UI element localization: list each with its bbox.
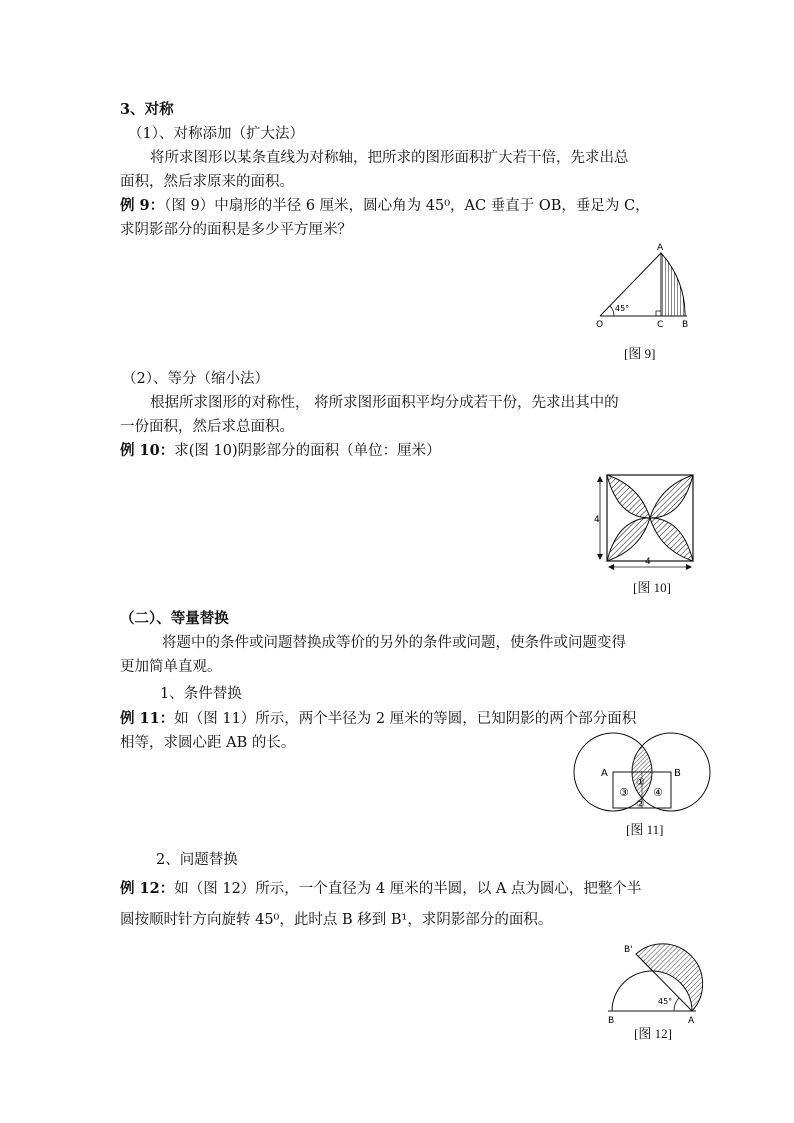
point-o: O (596, 320, 604, 330)
subsection-heading: （2）、等分（缩小法） (122, 371, 269, 387)
section-title: 3、对称 (120, 101, 174, 118)
example-12-line (120, 880, 641, 898)
figure-12 (600, 935, 705, 1025)
point-b: B (682, 320, 689, 330)
example-text: 求(图 10)阴影部分的面积（单位：厘米） (174, 443, 441, 459)
point-b: B (674, 768, 681, 779)
figure-11-caption: [图 11] (626, 822, 664, 837)
paragraph-line: 一份面积，然后求总面积。 (120, 419, 294, 435)
paragraph-line: 根据所求图形的对称性， 将所求图形面积平均分成若干份，先求出其中的 (150, 395, 619, 411)
angle-label: 45° (615, 304, 630, 313)
petal-bottom-right (650, 518, 693, 561)
point-a: A (657, 243, 664, 253)
region-2: ② (636, 799, 645, 810)
figure-10-caption: [图 10] (633, 580, 671, 595)
angle-label: 45° (658, 997, 673, 1006)
line-oa (600, 253, 661, 316)
example-9-line (120, 197, 650, 215)
example-11-line (120, 710, 636, 728)
figure-9-caption: [图 9] (624, 346, 656, 361)
section-title: （二）、等量替换 (120, 610, 229, 627)
figure-10 (590, 470, 705, 580)
point-a: A (688, 1016, 695, 1026)
region-4: ④ (653, 786, 663, 799)
example-label: 例 9： (120, 197, 165, 214)
example-label: 例 11： (120, 710, 175, 727)
petal-top-left (607, 475, 650, 518)
example-text: 如（图 11）所示，两个半径为 2 厘米的等圆，已知阴影的两个部分面积 (174, 711, 637, 727)
region-1: ① (636, 777, 645, 788)
figure-11 (570, 730, 715, 820)
paragraph-line: 面积，然后求原来的面积。 (120, 174, 294, 190)
example-10-line (120, 442, 441, 460)
shaded-region (661, 253, 685, 316)
point-b-prime: B' (624, 945, 633, 955)
example-12-line: 圆按顺时针方向旋转 45⁰，此时点 B 移到 B¹，求阴影部分的面积。 (120, 912, 553, 928)
bottom-label: 4 (645, 557, 651, 567)
paragraph-line: 更加简单直观。 (120, 659, 222, 675)
subsection-heading: 2、问题替换 (156, 852, 238, 868)
subsection-heading: 1、条件替换 (160, 686, 242, 702)
figure-12-caption: [图 12] (634, 1026, 672, 1041)
paragraph-line: 将所求图形以某条直线为对称轴，把所求的图形面积扩大若干倍，先求出总 (150, 150, 629, 166)
subsection-heading: （1）、对称添加（扩大法） (128, 126, 304, 142)
example-label: 例 10： (120, 442, 175, 459)
example-9-line: 求阴影部分的面积是多少平方厘米？ (120, 222, 352, 238)
petal-top-right (650, 475, 693, 518)
example-11-line: 相等，求圆心距 AB 的长。 (120, 735, 296, 751)
right-angle-mark (656, 311, 661, 316)
figure-9 (590, 240, 700, 335)
region-3: ③ (619, 786, 629, 799)
point-b: B (608, 1016, 615, 1026)
petal-bottom-left (607, 518, 650, 561)
side-label: 4 (594, 515, 600, 525)
example-text: （图 9）中扇形的半径 6 厘米，圆心角为 45⁰，AC 垂直于 OB，垂足为 C， (164, 198, 650, 214)
example-text: 如（图 12）所示，一个直径为 4 厘米的半圆，以 A 点为圆心，把整个半 (174, 881, 642, 897)
point-a: A (601, 768, 608, 779)
point-c: C (657, 320, 664, 330)
example-label: 例 12： (120, 880, 175, 897)
angle-arc (610, 306, 614, 316)
paragraph-line: 将题中的条件或问题替换成等价的另外的条件或问题，使条件或问题变得 (162, 635, 626, 651)
